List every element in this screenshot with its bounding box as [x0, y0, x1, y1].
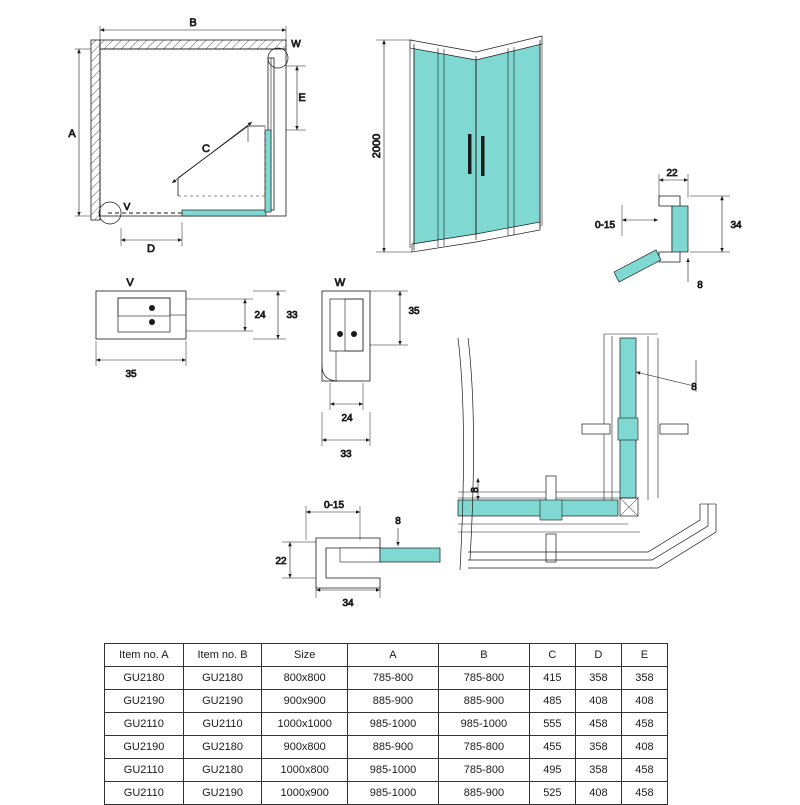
- detail-v-dim-35: 35: [125, 369, 137, 380]
- detail-v-dim-33: 33: [286, 310, 298, 321]
- cell-d: 408: [575, 690, 621, 713]
- cell-item-b: GU2180: [183, 759, 262, 782]
- profile-section-bottom: [275, 500, 440, 609]
- profile-b-dim-34: 34: [342, 598, 354, 609]
- th-d: D: [575, 644, 621, 667]
- table-row: [105, 759, 668, 782]
- corner-dim-8-right: 8: [691, 382, 697, 393]
- cell-b: 785-800: [438, 667, 529, 690]
- th-e: E: [621, 644, 667, 667]
- plan-label-a: A: [68, 128, 76, 140]
- table-row: [105, 713, 668, 736]
- th-item-no-a: Item no. A: [105, 644, 184, 667]
- cell-size: 800x800: [262, 667, 348, 690]
- table-row: [105, 782, 668, 805]
- cell-a: 985-1000: [347, 759, 438, 782]
- table-header-row: [105, 644, 668, 667]
- th-c: C: [529, 644, 575, 667]
- elevation-view: [371, 36, 542, 252]
- detail-w-label: W: [334, 277, 346, 289]
- profile-tr-dim-22: 22: [666, 168, 678, 179]
- th-item-no-b: Item no. B: [183, 644, 262, 667]
- plan-label-e: E: [298, 92, 306, 104]
- elevation-height-label: 2000: [371, 133, 383, 159]
- profile-tr-dim-0-15: 0-15: [594, 220, 616, 231]
- cell-d: 358: [575, 759, 621, 782]
- profile-b-dim-22: 22: [275, 556, 287, 567]
- cell-item-a: GU2190: [105, 736, 184, 759]
- corner-dim-8-left: 8: [470, 487, 481, 493]
- profile-b-dim-0-15: 0-15: [323, 500, 345, 511]
- cell-c: 495: [529, 759, 575, 782]
- profile-tr-dim-8: 8: [697, 280, 703, 291]
- th-a: A: [347, 644, 438, 667]
- cell-size: 1000x800: [262, 759, 348, 782]
- cell-a: 985-1000: [347, 782, 438, 805]
- cell-e: 408: [621, 736, 667, 759]
- cell-c: 415: [529, 667, 575, 690]
- corner-assembly-detail: [458, 334, 716, 570]
- specification-table: [104, 643, 668, 805]
- cell-item-a: GU2190: [105, 690, 184, 713]
- th-size: Size: [262, 644, 348, 667]
- cell-a: 885-900: [347, 690, 438, 713]
- cell-b: 785-800: [438, 736, 529, 759]
- cell-e: 458: [621, 713, 667, 736]
- cell-a: 785-800: [347, 667, 438, 690]
- detail-v: [96, 277, 298, 380]
- detail-w: [322, 277, 420, 460]
- cell-item-a: GU2110: [105, 759, 184, 782]
- cell-e: 358: [621, 667, 667, 690]
- cell-size: 1000x900: [262, 782, 348, 805]
- cell-b: 785-800: [438, 759, 529, 782]
- cell-b: 985-1000: [438, 713, 529, 736]
- cell-item-b: GU2180: [183, 736, 262, 759]
- cell-item-b: GU2190: [183, 690, 262, 713]
- table-row: [105, 667, 668, 690]
- detail-v-dim-24: 24: [254, 310, 266, 321]
- cell-size: 1000x1000: [262, 713, 348, 736]
- cell-d: 358: [575, 736, 621, 759]
- table-body: [105, 667, 668, 805]
- cell-b: 885-900: [438, 782, 529, 805]
- cell-item-a: GU2180: [105, 667, 184, 690]
- plan-label-v: V: [123, 202, 131, 213]
- cell-d: 358: [575, 667, 621, 690]
- cell-d: 458: [575, 713, 621, 736]
- detail-v-label: V: [126, 277, 134, 289]
- plan-label-d: D: [147, 243, 155, 255]
- cell-size: 900x800: [262, 736, 348, 759]
- cell-e: 458: [621, 782, 667, 805]
- cell-item-a: GU2110: [105, 713, 184, 736]
- cell-c: 455: [529, 736, 575, 759]
- plan-label-b: B: [189, 17, 197, 29]
- cell-e: 458: [621, 759, 667, 782]
- plan-label-w: W: [291, 39, 301, 50]
- cell-item-a: GU2110: [105, 782, 184, 805]
- profile-section-top-right: [595, 168, 742, 291]
- th-b: B: [438, 644, 529, 667]
- cell-c: 525: [529, 782, 575, 805]
- detail-w-dim-33: 33: [340, 449, 352, 460]
- cell-b: 885-900: [438, 690, 529, 713]
- cell-c: 485: [529, 690, 575, 713]
- cell-size: 900x900: [262, 690, 348, 713]
- cell-item-b: GU2180: [183, 667, 262, 690]
- cell-e: 408: [621, 690, 667, 713]
- profile-tr-dim-34: 34: [730, 220, 742, 231]
- profile-b-dim-8: 8: [395, 516, 401, 527]
- cell-item-b: GU2190: [183, 782, 262, 805]
- detail-w-dim-24: 24: [341, 413, 353, 424]
- table-row: [105, 736, 668, 759]
- plan-label-c: C: [202, 143, 210, 155]
- plan-view: [68, 17, 306, 255]
- cell-item-b: GU2110: [183, 713, 262, 736]
- cell-d: 408: [575, 782, 621, 805]
- cell-c: 555: [529, 713, 575, 736]
- cell-a: 985-1000: [347, 713, 438, 736]
- detail-w-dim-35: 35: [408, 306, 420, 317]
- cell-a: 885-900: [347, 736, 438, 759]
- table-row: [105, 690, 668, 713]
